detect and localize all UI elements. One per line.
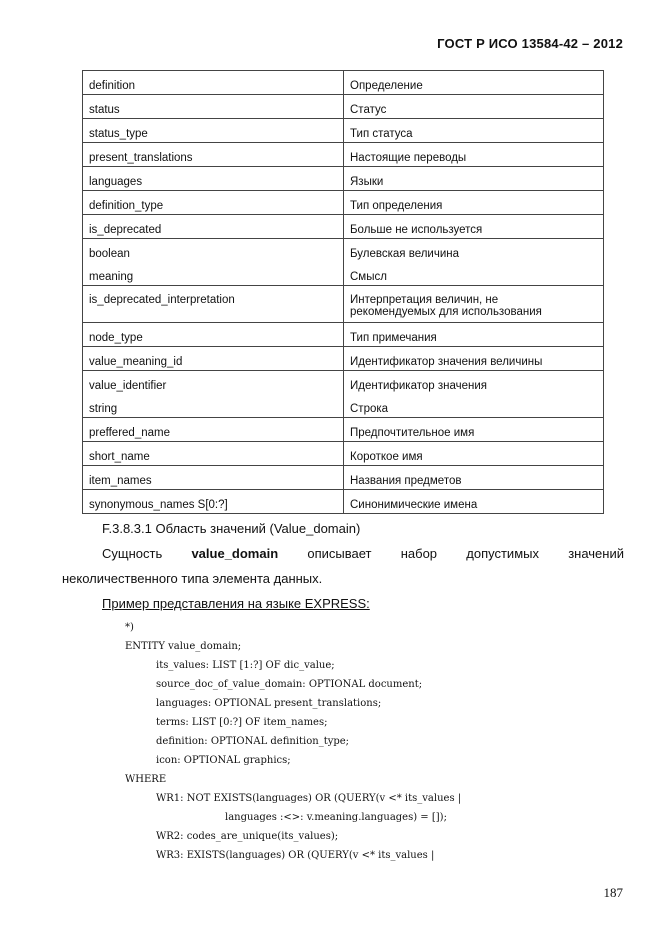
term-text: is_deprecated_interpretation: [89, 294, 235, 306]
section-heading: F.3.8.3.1 Область значений (Value_domain): [102, 521, 361, 536]
term-text: item_names: [89, 475, 152, 487]
term-text: languages: [89, 176, 143, 188]
code-line: languages :<>: v.meaning.languages) = []);: [225, 812, 447, 823]
term-cell: [83, 418, 344, 442]
term-cell: [83, 119, 344, 143]
translation-cell: [344, 95, 604, 119]
document-header: ГОСТ Р ИСО 13584-42 – 2012: [437, 36, 623, 51]
translation-text: Идентификатор значения: [350, 380, 488, 392]
table-row: [83, 239, 604, 286]
translation-text: Определение: [350, 80, 423, 92]
translation-cell: [344, 239, 604, 286]
code-line: *): [125, 622, 134, 633]
term-cell: [83, 371, 344, 418]
table-row: [83, 167, 604, 191]
translation-text: Предпочтительное имя: [350, 427, 475, 439]
term-cell: [83, 239, 344, 286]
paragraph-line-2: неколичественного типа элемента данных.: [62, 571, 323, 586]
term-cell: [83, 143, 344, 167]
table-row: [83, 347, 604, 371]
table-row: [83, 490, 604, 514]
table-row: [83, 323, 604, 347]
term-cell: [83, 490, 344, 514]
table-row: [83, 286, 604, 323]
table-row: [83, 371, 604, 418]
translation-text: Названия предметов: [350, 475, 462, 487]
translation-text: Больше не используется: [350, 224, 483, 236]
translation-text: Короткое имя: [350, 451, 423, 463]
term-cell: [83, 191, 344, 215]
term-cell: [83, 347, 344, 371]
code-line: icon: OPTIONAL graphics;: [156, 755, 291, 766]
code-line: its_values: LIST [1:?] OF dic_value;: [156, 660, 335, 671]
code-line: terms: LIST [0:?] OF item_names;: [156, 717, 328, 728]
term-text: value_meaning_id: [89, 356, 183, 368]
entity-name: value_domain: [191, 546, 279, 561]
translation-cell: [344, 442, 604, 466]
table-row: [83, 119, 604, 143]
code-line: WHERE: [125, 774, 167, 785]
code-line: source_doc_of_value_domain: OPTIONAL document;: [156, 679, 423, 690]
table-row: [83, 71, 604, 95]
table-row: [83, 442, 604, 466]
translation-text: Статус: [350, 104, 387, 116]
term-text: status_type: [89, 128, 148, 140]
term-text: definition_type: [89, 200, 164, 212]
term-text: status: [89, 104, 120, 116]
term-text: synonymous_names S[0:?]: [89, 499, 228, 511]
term-text: present_translations: [89, 152, 193, 164]
term-cell: [83, 215, 344, 239]
paragraph-word: значений: [568, 546, 624, 561]
table-row: [83, 418, 604, 442]
term-text: [89, 306, 337, 322]
translation-text: Тип определения: [350, 200, 443, 212]
translation-cell: [344, 167, 604, 191]
page-number: 187: [603, 885, 623, 900]
table-row: [83, 143, 604, 167]
code-line: definition: OPTIONAL definition_type;: [156, 736, 350, 747]
table-row: [83, 95, 604, 119]
term-cell: [83, 323, 344, 347]
term-cell: [83, 442, 344, 466]
paragraph-word: набор: [400, 546, 438, 561]
code-line: languages: OPTIONAL present_translations;: [156, 698, 382, 709]
term-translation-table: [82, 70, 604, 514]
translation-text: Настоящие переводы: [350, 152, 467, 164]
translation-text: рекомендуемых для использования: [350, 306, 542, 318]
translation-text: Идентификатор значения величины: [350, 356, 543, 368]
example-heading: Пример представления на языке EXPRESS:: [102, 596, 370, 611]
term-text: preffered_name: [89, 427, 170, 439]
translation-cell: [344, 119, 604, 143]
translation-cell: [344, 71, 604, 95]
translation-cell: [344, 286, 604, 323]
express-code-block: [125, 618, 461, 865]
term-cell: [83, 466, 344, 490]
translation-cell: [344, 347, 604, 371]
paragraph-word: допустимых: [466, 546, 539, 561]
term-text: value_identifier: [89, 380, 167, 392]
translation-cell: [344, 215, 604, 239]
translation-cell: [344, 466, 604, 490]
paragraph-word: Сущность: [102, 546, 163, 561]
paragraph-word: описывает: [307, 546, 372, 561]
translation-text: Тип примечания: [350, 332, 437, 344]
translation-text: Интерпретация величин, не: [350, 294, 499, 306]
code-line: WR2: codes_are_unique(its_values);: [156, 831, 339, 842]
term-text: string: [89, 403, 118, 415]
translation-cell: [344, 371, 604, 418]
translation-text: Тип статуса: [350, 128, 413, 140]
translation-text: Булевская величина: [350, 248, 460, 260]
term-cell: [83, 95, 344, 119]
table-row: [83, 215, 604, 239]
translation-text: Строка: [350, 403, 389, 415]
translation-text: Смысл: [350, 271, 387, 283]
term-text: short_name: [89, 451, 150, 463]
table-row: [83, 466, 604, 490]
term-text: meaning: [89, 271, 134, 283]
term-text: boolean: [89, 248, 130, 260]
term-cell: [83, 71, 344, 95]
translation-text: Синонимические имена: [350, 499, 478, 511]
translation-cell: [344, 143, 604, 167]
translation-cell: [344, 418, 604, 442]
code-line: WR3: EXISTS(languages) OR (QUERY(v <* its_values |: [156, 850, 435, 861]
term-text: is_deprecated: [89, 224, 162, 236]
table-row: [83, 191, 604, 215]
term-cell: [83, 286, 344, 323]
paragraph-line-1: [62, 546, 624, 569]
term-text: definition: [89, 80, 136, 92]
code-line: WR1: NOT EXISTS(languages) OR (QUERY(v <* its_values |: [156, 793, 462, 804]
body-paragraph: [62, 546, 624, 589]
translation-cell: [344, 323, 604, 347]
term-text: node_type: [89, 332, 143, 344]
translation-text: Языки: [350, 176, 384, 188]
translation-cell: [344, 490, 604, 514]
code-line: ENTITY value_domain;: [125, 641, 242, 652]
translation-cell: [344, 191, 604, 215]
term-cell: [83, 167, 344, 191]
